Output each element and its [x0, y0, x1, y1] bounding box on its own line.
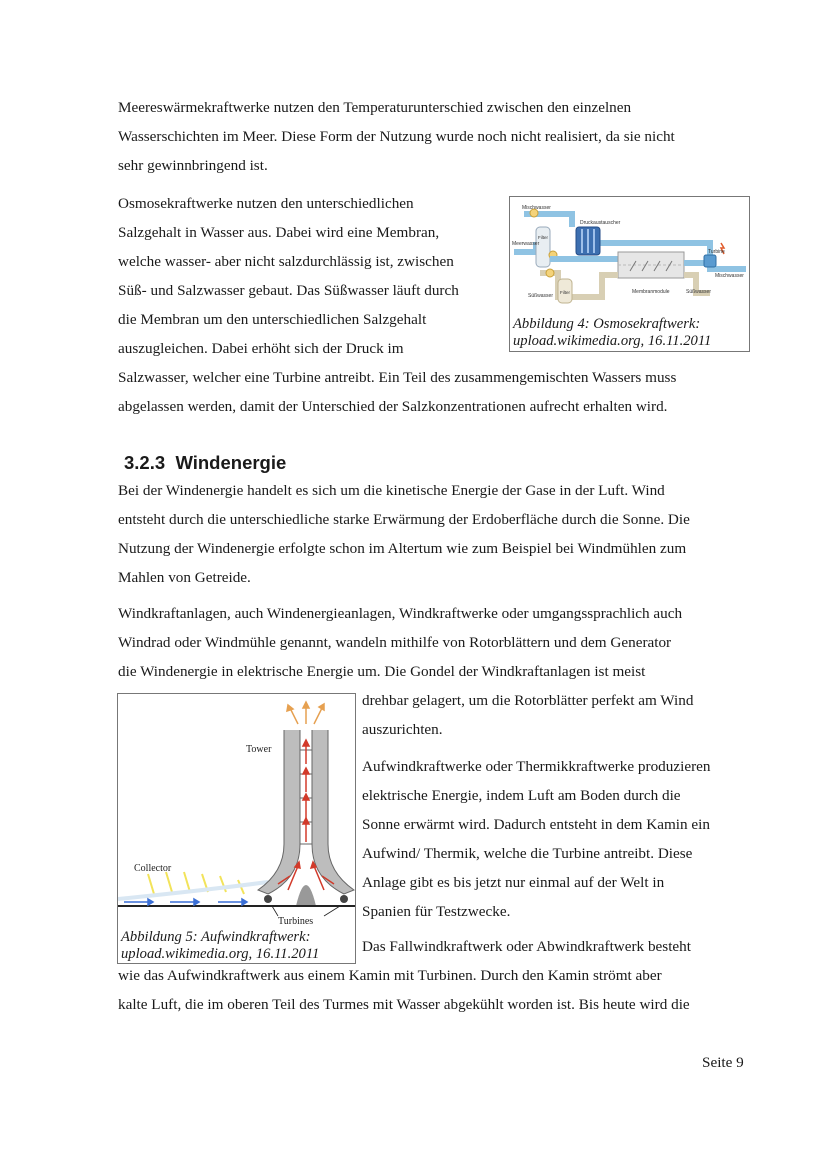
- figure-4-caption-line-2: upload.wikimedia.org, 16.11.2011: [513, 333, 712, 349]
- paragraph-5-line-6: Spanien für Testzwecke.: [362, 903, 511, 920]
- paragraph-2-line-8: abgelassen werden, damit der Unterschied der Salzkonzentrationen aufrecht erhalten wird.: [118, 398, 668, 415]
- updraft-diagram: [118, 694, 355, 963]
- figure-4-caption-line-1: Abbildung 4: Osmosekraftwerk:: [513, 316, 701, 332]
- page-number: Seite 9: [702, 1054, 744, 1071]
- paragraph-6-line-3: kalte Luft, die im oberen Teil des Turmes mit Wasser abgekühlt worden ist. Bis heute wird die: [118, 996, 690, 1013]
- heading-number: 3.2.3: [124, 452, 166, 473]
- turbine-icon: [704, 255, 716, 267]
- paragraph-3-line-3: Nutzung der Windenergie erfolgte schon im Altertum wie zum Beispiel bei Windmühlen zum: [118, 540, 687, 557]
- label-druckaustauscher: Druckaustauscher: [580, 220, 621, 226]
- turbine-left-icon: [264, 895, 272, 903]
- paragraph-2-line-1: Osmosekraftwerke nutzen den unterschiedlichen: [118, 195, 414, 212]
- label-filter-2: Filter: [560, 290, 570, 295]
- paragraph-2-line-4: Süß- und Salzwasser gebaut. Das Süßwasser läuft durch: [118, 282, 459, 299]
- figure-5-caption-line-2: upload.wikimedia.org, 16.11.2011: [121, 946, 320, 962]
- label-mischwasser-top: Mischwasser: [522, 205, 551, 211]
- paragraph-2-line-3: welche wasser- aber nicht salzdurchlässig ist, zwischen: [118, 253, 454, 270]
- label-turbines: Turbines: [278, 916, 314, 927]
- paragraph-5-line-4: Aufwind/ Thermik, welche die Turbine antreibt. Diese: [362, 845, 693, 862]
- heading-title: Windenergie: [175, 452, 287, 473]
- paragraph-5-line-3: Sonne erwärmt wird. Dadurch entsteht in dem Kamin ein: [362, 816, 710, 833]
- section-heading: [124, 451, 286, 475]
- paragraph-5-line-1: Aufwindkraftwerke oder Thermikkraftwerke produzieren: [362, 758, 711, 775]
- figure-5-caption-line-1: Abbildung 5: Aufwindkraftwerk:: [121, 929, 311, 945]
- paragraph-1-line-2: Wasserschichten im Meer. Diese Form der Nutzung wurde noch nicht realisiert, da sie nicht: [118, 128, 675, 145]
- paragraph-5-line-2: elektrische Energie, indem Luft am Boden durch die: [362, 787, 681, 804]
- paragraph-1-line-3: sehr gewinnbringend ist.: [118, 157, 268, 174]
- paragraph-4-line-2: Windrad oder Windmühle genannt, wandeln mithilfe von Rotorblättern und dem Generator: [118, 634, 672, 651]
- paragraph-6-line-2: wie das Aufwindkraftwerk aus einem Kamin mit Turbinen. Durch den Kamin strömt aber: [118, 967, 662, 984]
- label-suesswasser-left: Süßwasser: [528, 293, 554, 299]
- tower-base: [296, 885, 316, 906]
- paragraph-1-line-1: Meereswärmekraftwerke nutzen den Temperaturunterschied zwischen den einzelnen: [118, 99, 632, 116]
- paragraph-3-line-2: entsteht durch die unterschiedliche starke Erwärmung der Erdoberfläche durch die Sonne. Die: [118, 511, 690, 528]
- pump-3-icon: [546, 269, 554, 277]
- label-filter-1: Filter: [538, 235, 548, 240]
- airflow-arrows-blue: [124, 899, 247, 905]
- collector-roof: [118, 882, 268, 899]
- paragraph-4-line-4: drehbar gelagert, um die Rotorblätter perfekt am Wind: [362, 692, 694, 709]
- paragraph-5-line-5: Anlage gibt es bis jetzt nur einmal auf der Welt in: [362, 874, 665, 891]
- label-suesswasser-right: Süßwasser: [686, 289, 712, 295]
- paragraph-2-line-6: auszugleichen. Dabei erhöht sich der Druck im: [118, 340, 404, 357]
- label-tower: Tower: [246, 744, 272, 755]
- paragraph-2-line-7: Salzwasser, welcher eine Turbine antreibt. Ein Teil des zusammengemischten Wassers muss: [118, 369, 677, 386]
- paragraph-2-line-2: Salzgehalt in Wasser aus. Dabei wird eine Membran,: [118, 224, 440, 241]
- figure-osmosis-plant: [509, 196, 750, 352]
- label-turbine: Turbine: [708, 249, 725, 255]
- label-membranmodule: Membranmodule: [632, 289, 670, 295]
- turbine-right-icon: [340, 895, 348, 903]
- filter-1: [536, 227, 550, 267]
- label-meerwasser: Meerwasser: [512, 241, 540, 247]
- figure-updraft-tower: [117, 693, 356, 964]
- paragraph-4-line-3: die Windenergie in elektrische Energie um. Die Gondel der Windkraftanlagen ist meist: [118, 663, 646, 680]
- paragraph-6-line-1: Das Fallwindkraftwerk oder Abwindkraftwerk besteht: [362, 938, 691, 955]
- label-mischwasser-right: Mischwasser: [715, 273, 744, 279]
- exhaust-arrows-orange: [287, 702, 324, 724]
- paragraph-3-line-1: Bei der Windenergie handelt es sich um die kinetische Energie der Gase in der Luft. Wind: [118, 482, 665, 499]
- paragraph-2-line-5: die Membran um den unterschiedlichen Salzgehalt: [118, 311, 427, 328]
- paragraph-3-line-4: Mahlen von Getreide.: [118, 569, 251, 586]
- paragraph-4-line-5: auszurichten.: [362, 721, 443, 738]
- label-collector: Collector: [134, 863, 172, 874]
- paragraph-4-line-1: Windkraftanlagen, auch Windenergieanlagen, Windkraftwerke oder umgangssprachlich auch: [118, 605, 683, 622]
